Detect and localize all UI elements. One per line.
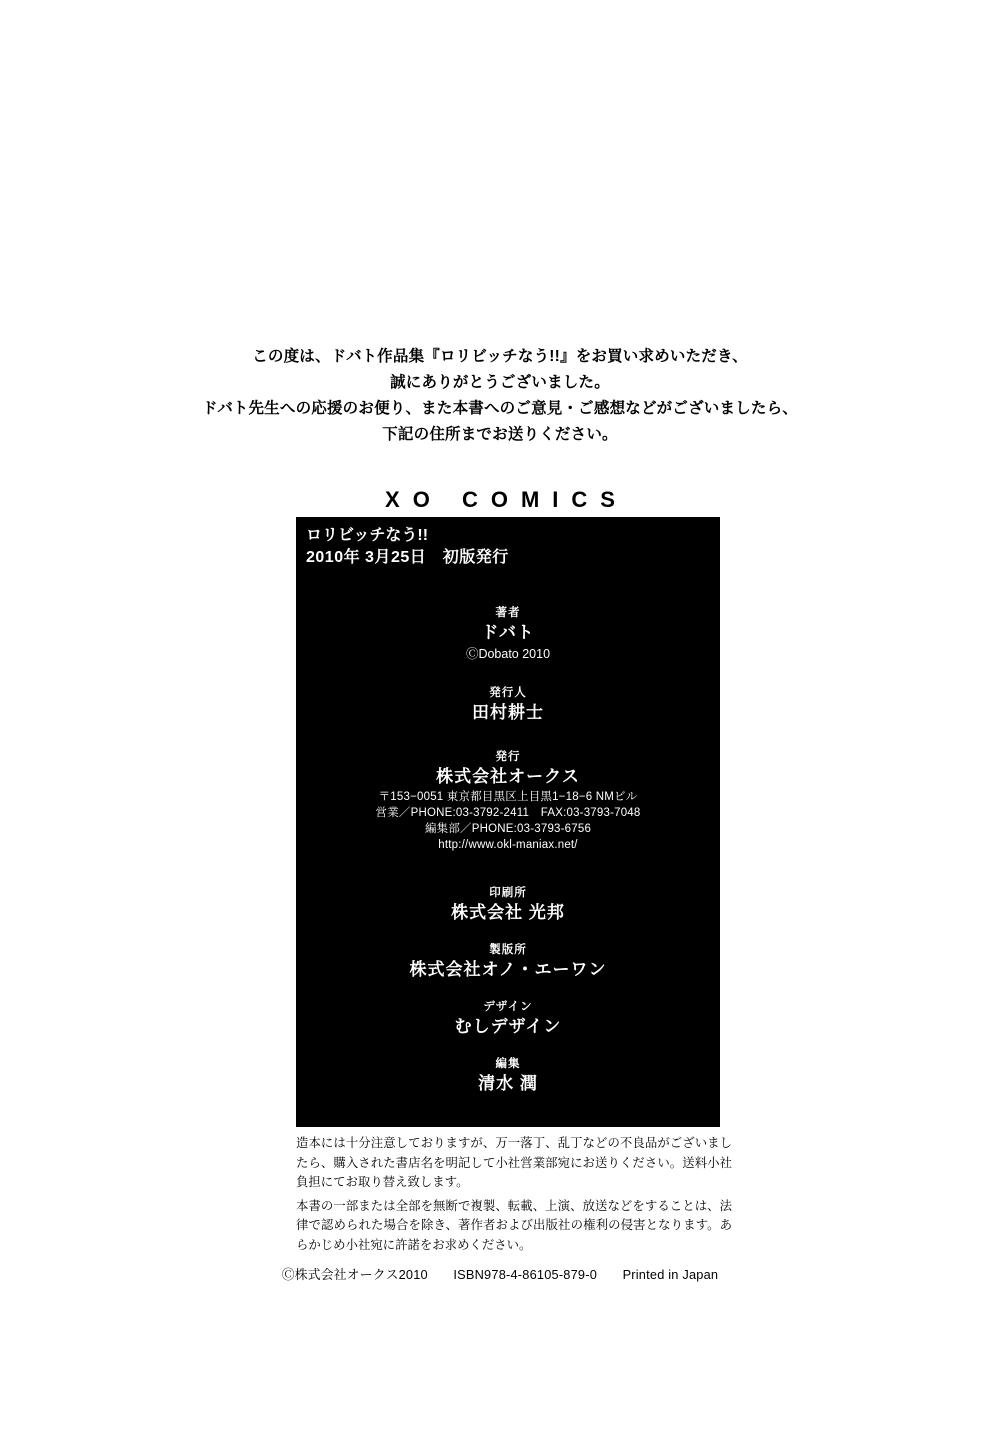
author-name: ドバト [481, 623, 535, 642]
author-copyright: ⒸDobato 2010 [465, 647, 551, 661]
greeting-line-3: ドバト先生への応援のお便り、また本書へのご意見・ご感想などがございましたら、 [202, 400, 798, 417]
author-block [296, 605, 720, 663]
publication-phone: 営業／PHONE:03-3792-2411 FAX:03-3793-7048 [375, 807, 641, 819]
editing-name: 清水 潤 [478, 1074, 538, 1093]
publication-editorial-phone: 編集部／PHONE:03-3793-6756 [424, 823, 592, 835]
greeting-line-1: この度は、ドバト作品集『ロリビッチなう!!』をお買い求めいただき、 [252, 348, 748, 365]
publisher-person-name: 田村耕士 [472, 703, 544, 722]
platemaking-block [296, 942, 720, 982]
note-paragraph-2: 本書の一部または全部を無断で複製、転載、上演、放送などをすることは、法律で認められた場合を除き、著作者および出版社の権利の侵害となります。あらかじめ小社宛に許諾をお求めください。 [296, 1198, 732, 1252]
publication-block [296, 749, 720, 853]
author-label: 著者 [495, 607, 521, 619]
design-label: デザイン [483, 1001, 533, 1013]
colophon-title-block [306, 525, 509, 569]
greeting-block [0, 344, 1000, 448]
design-block [296, 999, 720, 1039]
printing-name: 株式会社 光邦 [451, 903, 565, 922]
platemaking-name: 株式会社オノ・エーワン [409, 960, 607, 979]
publication-address: 〒153−0051 東京都目黒区上目黒1−18−6 NMビル [378, 791, 638, 803]
editing-label: 編集 [495, 1058, 521, 1070]
editing-block [296, 1056, 720, 1096]
publisher-person-label: 発行人 [489, 687, 527, 699]
greeting-line-4: 下記の住所までお送りください。 [382, 426, 618, 443]
footer-copyright: Ⓒ株式会社オークス2010 [281, 1267, 428, 1282]
imprint-heading: XO COMICS [385, 487, 628, 512]
footer-line [0, 1264, 1000, 1283]
footer-isbn: ISBN978-4-86105-879-0 [453, 1267, 598, 1282]
legal-notes [296, 1134, 732, 1255]
publication-label: 発行 [495, 751, 521, 763]
note-paragraph-1: 造本には十分注意しておりますが、万一落丁、乱丁などの不良品がございましたら、購入された書店名を明記して小社営業部宛にお送りください。送料小社負担にてお取り替え致します。 [296, 1136, 732, 1189]
greeting-line-2: 誠にありがとうございました。 [390, 374, 610, 391]
publisher-person-block [296, 685, 720, 725]
printing-label: 印刷所 [489, 887, 527, 899]
publication-url[interactable]: http://www.okl-maniax.net/ [438, 839, 578, 851]
book-title: ロリビッチなう!! [306, 527, 429, 544]
publication-company: 株式会社オークス [436, 767, 580, 786]
footer-printed-in: Printed in Japan [622, 1267, 719, 1282]
design-name: むしデザイン [454, 1017, 562, 1036]
publication-date: 2010年 3月25日 初版発行 [306, 549, 509, 566]
printing-block [296, 885, 720, 925]
platemaking-label: 製版所 [489, 944, 527, 956]
colophon-panel [296, 517, 720, 1127]
